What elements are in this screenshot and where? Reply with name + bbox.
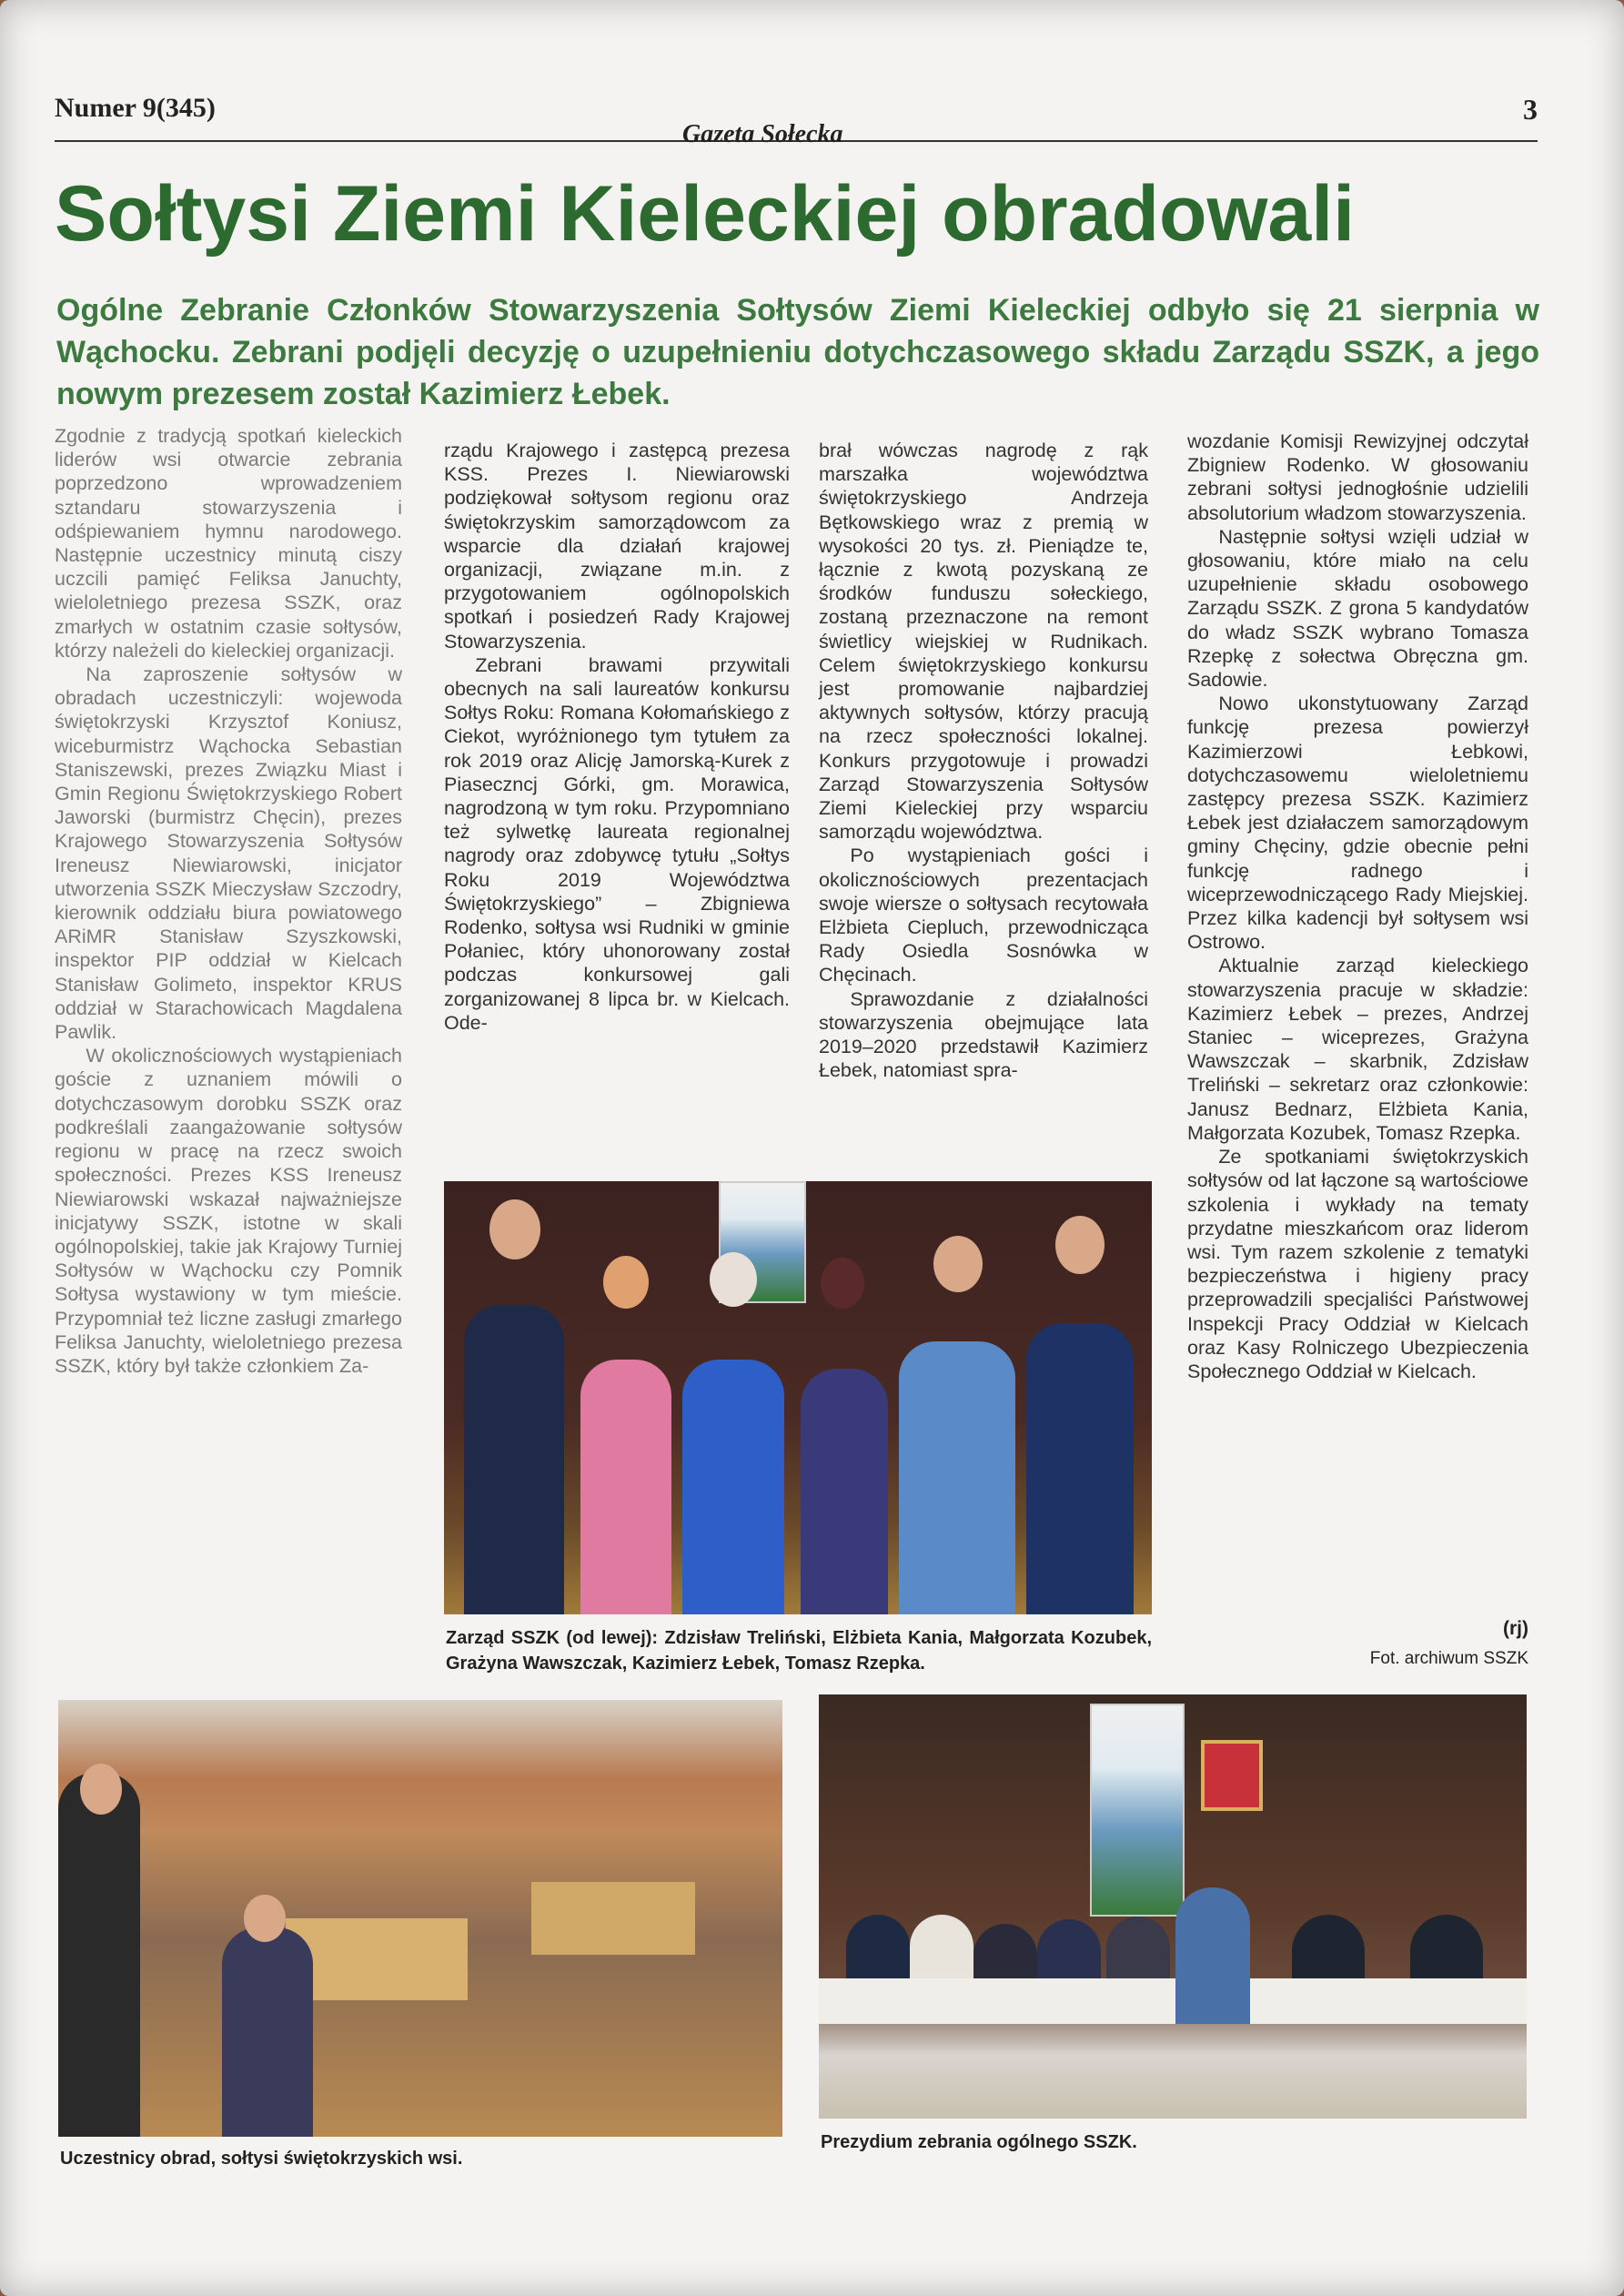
paragraph: wozdanie Komisji Rewizyjnej odczytał Zbigniew Rodenko. W głosowaniu zebrani sołtysi jednogłośnie udzielili absolutorium władzom stowarzyszenia.: [1187, 430, 1528, 524]
person-figure: [1037, 1919, 1101, 1978]
text-column-4: [1187, 430, 1528, 1383]
person-figure: [846, 1915, 910, 1978]
photo-credit: Fot. archiwum SSZK: [1369, 1649, 1528, 1668]
person-figure: [1026, 1323, 1134, 1614]
paragraph: brał wówczas nagrodę z rąk marszałka województwa świętokrzyskiego Andrzeja Bętkowskiego wraz z premią w wysokości 20 tys. zł. Pieniądze te, łącznie z kwotą pozyskaną ze środków funduszu sołeckiego, zostaną przeznaczone na remont świetlicy wiejskiej w Rudnikach. Celem świętokrzyskiego konkursu jest promowanie najbardziej aktywnych sołtysów, którzy pracują na rzecz społeczności lokalnej. Konkurs przygotowuje i prowadzi Zarząd Stowarzyszenia Sołtysów Ziemi Kieleckiej przy wsparciu samorządu województwa.: [819, 440, 1148, 844]
person-figure: [1106, 1917, 1170, 1978]
paragraph: Sprawozdanie z działalności stowarzyszenia obejmujące lata 2019–2020 przedstawił Kazimierz Łebek, natomiast spra-: [819, 987, 1148, 1082]
person-head: [821, 1258, 864, 1309]
person-figure: [910, 1915, 973, 1978]
person-head: [80, 1764, 122, 1815]
paragraph: Po wystąpieniach gości i okolicznościowych prezentacjach swoje wiersze o sołtysach recytowała Elżbieta Ciepluch, przewodnicząca Rady Osiedla Sosnówka w Chęcinach.: [819, 845, 1148, 986]
person-head: [489, 1199, 540, 1259]
paragraph: Następnie sołtysi wzięli udział w głosowaniu, które miało na celu uzupełnienie składu osobowego Zarządu SSZK. Z grona 5 kandydatów do władz SSZK wybrano Tomasza Rzepkę z sołectwa Obręczna gm. Sadowie.: [1187, 525, 1528, 692]
person-figure: [222, 1927, 313, 2137]
person-figure: [1292, 1915, 1365, 1978]
caption-board-photo: Zarząd SSZK (od lewej): Zdzisław Treliński, Elżbieta Kania, Małgorzata Kozubek, Grażyna Wawszczak, Kazimierz Łebek, Tomasz Rzepka.: [446, 1628, 1152, 1674]
paragraph: rządu Krajowego i zastępcą prezesa KSS. Prezes I. Niewiarowski podziękował sołtysom regionu oraz świętokrzyskim samorządowcom za wsparcie dla działań krajowej organizacji, związane m.in. z przygotowaniem ogólnopolskich spotkań i posiedzeń Rady Krajowej Stowarzyszenia.: [444, 440, 790, 652]
text-column-3: [819, 439, 1148, 1082]
paragraph: Na zaproszenie sołtysów w obradach uczestniczyli: wojewoda świętokrzyski Krzysztof Koniusz, wiceburmistrz Wąchocka Sebastian Staniszewski, prezes Związku Miast i Gmin Regionu Świętokrzyskiego Robert Jaworski (burmistrz Chęcin), prezes Krajowego Stowarzyszenia Sołtysów Ireneusz Niewiarowski, inicjator utworzenia SSZK Mieczysław Szczodry, kierownik oddziału biura powiatowego ARiMR Stanisław Szyszkowski, inspektor PIP oddział w Kielcach Stanisław Golimeto, inspektor KRUS oddział w Starachowicach Magdalena Pawlik.: [55, 663, 402, 1044]
article-title: Sołtysi Ziemi Kieleckiej obradowali: [55, 170, 1356, 258]
caption-audience-photo: Uczestnicy obrad, sołtysi świętokrzyskich wsi.: [60, 2149, 463, 2169]
article-lead: Ogólne Zebranie Członków Stowarzyszenia Sołtysów Ziemi Kieleckiej odbyło się 21 sierpnia w Wąchocku. Zebrani podjęli decyzję o uzupełnieniu dotychczasowego składu Zarządu SSZK, a jego nowym prezesem został Kazimierz Łebek.: [56, 293, 1539, 411]
paragraph: Zgodnie z tradycją spotkań kieleckich liderów wsi otwarcie zebrania poprzedzono wprowadzeniem sztandaru stowarzyszenia i odśpiewaniem hymnu narodowego. Następnie uczestnicy minutą ciszy uczcili pamięć Feliksa Januchty, wieloletniego prezesa SSZK, oraz zmarłych w ostatnim czasie sołtysów, którzy należeli do kieleckiej organizacji.: [55, 425, 402, 662]
person-figure: [899, 1341, 1015, 1614]
person-head: [603, 1256, 649, 1309]
paragraph: Nowo ukonstytuowany Zarząd funkcję prezesa powierzył Kazimierzowi Łebkowi, dotychczasowemu wieloletniemu zastępcy prezesa SSZK. Kazimierz Łebek jest działaczem samorządowym gminy Chęciny, gdzie obecnie pełni funkcję radnego i wiceprzewodniczącego Rady Miejskiej. Przez kilka kadencji był sołtysem wsi Ostrowo.: [1187, 693, 1528, 954]
person-figure: [973, 1924, 1037, 1978]
page-number: 3: [1523, 93, 1538, 126]
person-head: [1055, 1216, 1105, 1274]
person-figure: [58, 1773, 140, 2137]
person-head: [244, 1895, 286, 1942]
person-head: [710, 1252, 757, 1307]
page-header: [55, 93, 1538, 148]
conference-table: [286, 1918, 468, 2000]
person-figure: [682, 1360, 784, 1614]
conference-table: [531, 1882, 695, 1955]
eagle-emblem-icon: [1201, 1740, 1263, 1811]
presidium-photo: [819, 1694, 1527, 2119]
paragraph: Aktualnie zarząd kieleckiego stowarzyszenia pracuje w składzie: Kazimierz Łebek – prezes, Andrzej Staniec – wiceprezes, Grażyna Wawszczak – skarbnik, Zdzisław Treliński – sekretarz oraz członkowie: Janusz Bednarz, Elżbieta Kania, Małgorzata Kozubek, Tomasz Rzepka.: [1187, 955, 1528, 1144]
paragraph: Zebrani brawami przywitali obecnych na sali laureatów konkursu Sołtys Roku: Romana Kołomańskiego z Ciekot, wyróżnionego tym tytułem za rok 2019 oraz Alicję Jamorską-Kurek z Piaseczncj Górki, gm. Morawica, nagrodzoną w tym roku. Przypomniano też sylwetkę laureata regionalnej nagrody oraz zdobywcę tytułu „Sołtys Roku 2019 Województwa Świętokrzyskiego” – Zbigniewa Rodenko, sołtysa wsi Rudniki w gminie Połaniec, który uhonorowany został podczas konkursowej gali zorganizowanej 8 lipca br. w Kielcach. Ode-: [444, 653, 790, 1034]
author-signature: (rj): [1503, 1618, 1528, 1639]
person-figure: [801, 1369, 888, 1614]
person-figure: [464, 1305, 564, 1614]
presidium-table: [819, 1978, 1527, 2024]
person-figure: [1175, 1887, 1250, 2024]
audience-photo: [58, 1700, 782, 2137]
photo-banner: [1090, 1704, 1185, 1917]
issue-number: Numer 9(345): [55, 93, 216, 123]
person-head: [933, 1236, 983, 1292]
caption-presidium-photo: Prezydium zebrania ogólnego SSZK.: [821, 2132, 1137, 2152]
text-column-1: [55, 424, 402, 1378]
paragraph: W okolicznościowych wystąpieniach goście z uznaniem mówili o dotychczasowym dorobku SSZK oraz podkreślali zaangażowanie sołtysów regionu w pracę na rzecz swoich społeczności. Prezes KSS Ireneusz Niewiarowski wskazał najważniejsze inicjatywy SSZK, istotne w skali ogólnopolskiej, takie jak Krajowy Turniej Sołtysów w Wąchocku czy Pomnik Sołtysa wystawiony w tym mieście. Przypomniał też liczne zasługi zmarłego Feliksa Januchty, wieloletniego prezesa SSZK, który był także członkiem Za-: [55, 1045, 402, 1377]
text-column-2: [444, 439, 790, 1035]
person-figure: [1410, 1915, 1483, 1978]
person-figure: [580, 1360, 671, 1614]
board-group-photo: [444, 1181, 1152, 1614]
newspaper-name: Gazeta Sołecka: [682, 120, 843, 148]
paragraph: Ze spotkaniami świętokrzyskich sołtysów od lat łączone są wartościowe szkolenia i wykłady na tematy przydatne mieszkańcom oraz liderom wsi. Tym razem szkolenie z tematyki bezpieczeństwa i higieny pracy przeprowadzili specjaliści Państwowej Inspekcji Pracy Oddział w Kielcach oraz Kasy Rolniczego Ubezpieczenia Społecznego Oddział w Kielcach.: [1187, 1146, 1528, 1382]
